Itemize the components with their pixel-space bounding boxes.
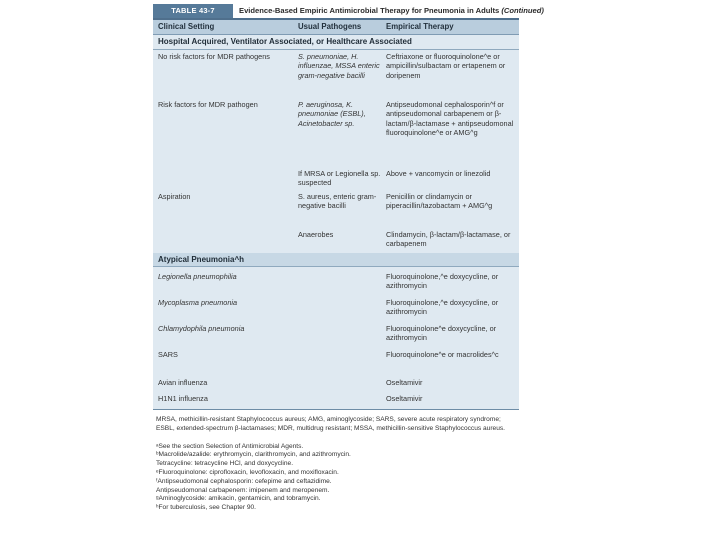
divider (153, 49, 519, 50)
header-empirical-therapy: Empirical Therapy (386, 22, 454, 31)
column-headers (153, 20, 519, 35)
therapy-cell: Oseltamivir (386, 394, 423, 403)
setting-cell: No risk factors for MDR pathogens (158, 52, 270, 61)
table-footnotes (156, 416, 518, 513)
setting-cell: Risk factors for MDR pathogen (158, 100, 258, 109)
header-clinical-setting: Clinical Setting (158, 22, 215, 31)
setting-cell (158, 272, 298, 281)
section-heading-hospital: Hospital Acquired, Ventilator Associated, or Healthcare Associated (158, 37, 412, 46)
table-continued: (Continued) (501, 6, 544, 15)
setting-cell: Aspiration (158, 192, 191, 201)
footnote-item: Tetracycline: tetracycline HCl, and doxycycline. (156, 460, 294, 468)
footnote-item: ʰFor tuberculosis, see Chapter 90. (156, 504, 257, 512)
footnote-item: ᶠAntipseudomonal cephalosporin: cefepime and ceftazidime. (156, 477, 332, 485)
setting-cell: Avian influenza (158, 378, 208, 387)
table-title-bar (153, 4, 544, 20)
setting-text: Chlamydophila pneumonia (158, 324, 245, 333)
setting-cell (158, 298, 298, 307)
abbreviations-note: MRSA, methicillin-resistant Staphylococcus aureus; AMG, aminoglycoside; SARS, severe acute respiratory syndrome; ESBL, extended-spectrum β-lactamases; MDR, multidrug resistant; MSSA, methicillin-sensitive Staphylococcus aureus. (156, 416, 506, 432)
setting-cell (158, 324, 298, 333)
pathogens-cell (298, 100, 384, 128)
pathogens-cell: If MRSA or Legionella sp. suspected (298, 169, 381, 188)
table-title (239, 4, 544, 18)
footnote-item: ᵉFluoroquinolone: ciprofloxacin, levofloxacin, and moxifloxacin. (156, 468, 339, 476)
pathogens-text: S. pneumoniae, H. influenzae, MSSA enteric gram-negative bacilli (298, 52, 380, 80)
therapy-cell: Fluoroquinolone,^e doxycycline, or azithromycin (386, 272, 499, 291)
footnote-item: ᵇMacrolide/azalide: erythromycin, clarithromycin, and azithromycin. (156, 451, 351, 459)
header-usual-pathogens: Usual Pathogens (298, 22, 362, 31)
footnote-item: ᵍAminoglycoside: amikacin, gentamicin, and tobramycin. (156, 495, 321, 503)
setting-cell: SARS (158, 350, 178, 359)
therapy-cell: Penicillin or clindamycin or piperacillin/tazobactam + AMG^g (386, 192, 493, 211)
therapy-cell: Fluoroquinolone^e doxycycline, or azithromycin (386, 324, 497, 343)
section-heading-atypical: Atypical Pneumonia^h (153, 253, 519, 266)
therapy-cell: Fluoroquinolone,^e doxycycline, or azithromycin (386, 298, 499, 317)
setting-text: Legionella pneumophilia (158, 272, 237, 281)
therapy-cell: Above + vancomycin or linezolid (386, 169, 491, 178)
footnote-item: Antipseudomonal carbapenem: imipenem and meropenem. (156, 486, 330, 494)
table-number: TABLE 43-7 (153, 4, 233, 18)
table-title-text: Evidence-Based Empiric Antimicrobial Therapy for Pneumonia in Adults (239, 6, 500, 15)
setting-cell: H1N1 influenza (158, 394, 208, 403)
pathogens-text: P. aeruginosa, K. pneumoniae (ESBL), Acinetobacter sp. (298, 100, 366, 128)
therapy-cell: Antipseudomonal cephalosporin^f or antipseudomonal carbapenem or β-lactam/β-lactamase + antipseudomonal fluoroquinolone^e or AMG^g (386, 100, 514, 138)
pathogens-cell: S. aureus, enteric gram-negative bacilli (298, 192, 377, 211)
therapy-cell: Fluoroquinolone^e or macrolides^c (386, 350, 499, 359)
pathogens-cell: Anaerobes (298, 230, 334, 239)
setting-text: Mycoplasma pneumonia (158, 298, 238, 307)
antimicrobial-table (153, 4, 544, 410)
divider (153, 266, 519, 267)
pathogens-cell (298, 52, 384, 80)
therapy-cell: Ceftriaxone or fluoroquinolone^e or ampicillin/sulbactam or ertapenem or doripenem (386, 52, 506, 80)
footnote-item: ᵃSee the section Selection of Antimicrobial Agents. (156, 442, 304, 450)
therapy-cell: Oseltamivir (386, 378, 423, 387)
therapy-cell: Clindamycin, β-lactam/β-lactamase, or carbapenem (386, 230, 511, 249)
